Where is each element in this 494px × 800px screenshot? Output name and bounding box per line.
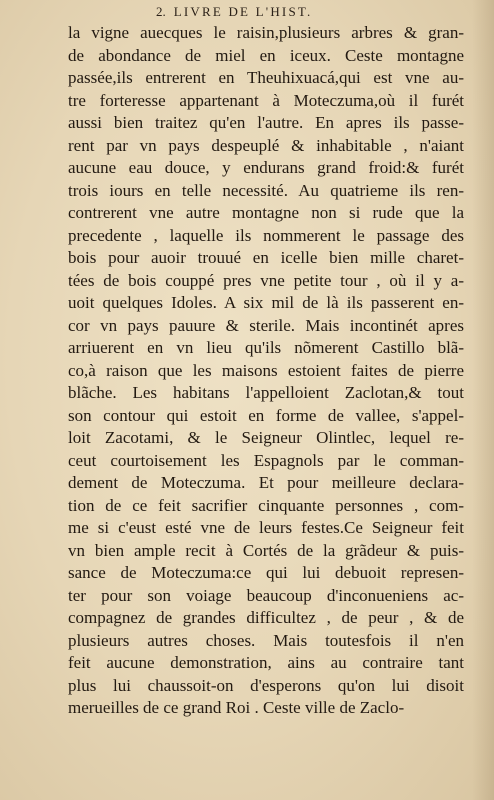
text-line: tion de ce feit sacrifier cinquante personnes , com- xyxy=(68,495,464,515)
text-line: son contour qui estoit en forme de vallee, s'appel- xyxy=(68,405,464,425)
text-line: tre forteresse appartenant à Moteczuma,où il furét xyxy=(68,90,464,110)
text-line: aussi bien traitez qu'en l'autre. En apres ils passe- xyxy=(68,113,464,132)
text-line: contrerent vne autre montagne non si rude que la xyxy=(68,203,464,222)
text-line: plusieurs autres choses. Mais toutesfois il n'en xyxy=(68,630,464,650)
text-line: bois pour auoir trouué en icelle bien mille charet- xyxy=(68,248,464,267)
text-line: plus lui chaussoit-on d'esperons qu'on lui disoit xyxy=(68,675,464,695)
text-line: de abondance de miel en iceux. Ceste montagne xyxy=(68,45,464,65)
text-line: merueilles de ce grand Roi . Ceste ville de Zaclo- xyxy=(68,698,405,717)
text-line: precedente , laquelle ils nommerent le passage des xyxy=(68,225,464,245)
text-line: cor vn pays pauure & sterile. Mais incontinét apres xyxy=(68,315,464,335)
page-number: 2. xyxy=(156,4,166,19)
page-edge-shadow xyxy=(472,0,494,800)
text-line: ter pour son voiage beaucoup d'inconueniens ac- xyxy=(68,585,464,605)
text-line: blãche. Les habitans l'appelloient Zaclotan,& tout xyxy=(68,383,464,402)
text-line: sance de Moteczuma:ce qui lui debuoit represen- xyxy=(68,563,464,582)
body-text xyxy=(68,22,464,720)
text-line: vn bien ample recit à Cortés de la grãdeur & puis- xyxy=(68,540,464,560)
text-line: passée,ils entrerent en Theuhixuacá,qui est vne au- xyxy=(68,68,464,87)
text-line: rent par vn pays despeuplé & inhabitable , n'aiant xyxy=(68,135,464,155)
text-line: loit Zacotami, & le Seigneur Olintlec, lequel re- xyxy=(68,428,464,447)
text-line: dement de Moteczuma. Et pour meilleure declara- xyxy=(68,473,464,492)
text-line: feit aucune demonstration, ains au contraire tant xyxy=(68,653,464,672)
text-line: trois iours en telle necessité. Au quatrieme ils ren- xyxy=(68,180,464,200)
running-title: LIVRE DE L'HIST. xyxy=(173,4,313,19)
text-line: compagnez de grandes difficultez , de peur , & de xyxy=(68,608,464,627)
text-line: arriuerent en vn lieu qu'ils nõmerent Castillo blã- xyxy=(68,338,464,357)
text-line: co,à raison que les maisons estoient faites de pierre xyxy=(68,360,464,380)
running-header xyxy=(156,4,406,20)
text-line: ceut courtoisement les Espagnols par le comman- xyxy=(68,450,464,470)
text-line: me si c'eust esté vne de leurs festes.Ce Seigneur feit xyxy=(68,518,464,537)
text-line: aucune eau douce, y endurans grand froid:& furét xyxy=(68,158,464,177)
text-line: tées de bois couppé pres vne petite tour , où il y a- xyxy=(68,270,464,290)
text-line: la vigne auecques le raisin,plusieurs arbres & gran- xyxy=(68,23,464,42)
text-line: uoit quelques Idoles. A six mil de là ils passerent en- xyxy=(68,293,464,312)
